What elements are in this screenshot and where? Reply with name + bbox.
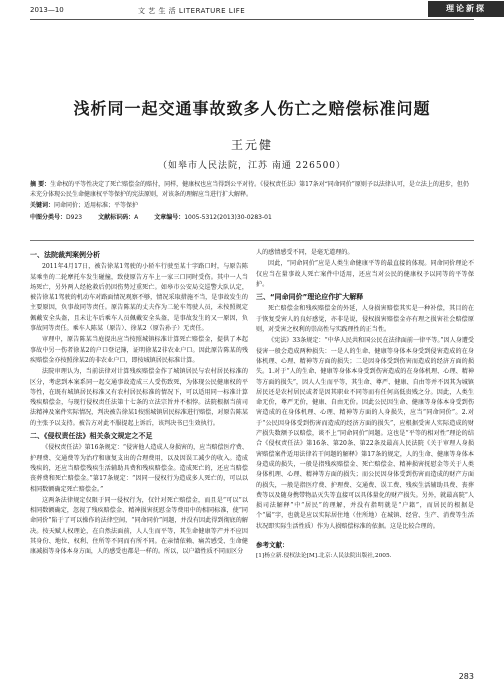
abstract-label: 摘 要： — [30, 181, 51, 188]
section-label: 理论新探 — [428, 1, 504, 17]
clc-code: 中图分类号：D923 — [30, 214, 83, 221]
issue-date: 2013—10 — [30, 6, 64, 14]
header-rule — [30, 19, 474, 20]
journal-name: 文 艺 生 活 LITERATURE LIFE — [138, 7, 246, 15]
article-title: 浅析同一起交通事故致多人伤亡之赔偿标准问题 — [73, 99, 431, 118]
paragraph: 死亡赔偿金和残疾赔偿金的外延，人身损害赔偿其实是一种补偿，其目的在于恢复受害人的良好感觉，亦非是说，侵权损害赔偿金亦有理之损害社会赔偿原则，对受害之权利的崇高性与实践理性的正当性。 — [256, 305, 474, 334]
paragraph: 人的感情感受不同，是毫无道理的。 — [256, 249, 354, 256]
keywords — [30, 201, 474, 211]
section-heading-3: 三、“同命同价”理论应作扩大解释 — [256, 293, 364, 302]
right-column — [256, 248, 474, 561]
paragraph: 审理中，原告陈某当庭提出应当按照城镇标准计算死亡赔偿金，提供了本起事故中另一伤者徐某2的户口登记簿，证明徐某2非农业户口。因此原告陈某的残疾赔偿金亦按照徐某2的非农业户口，即按城镇居民标准计算。 — [30, 336, 248, 364]
keywords-label: 关键词： — [30, 202, 55, 209]
section-heading-2: 二、《侵权责任法》相关条文规定之不足 — [30, 432, 153, 441]
reference-item: [1]杨立新.侵权法论[M].北京:人民法院出版社,2005. — [256, 553, 392, 560]
running-head — [0, 0, 504, 20]
keywords-text: 同命同价；适用标准；平等保护 — [54, 202, 139, 209]
left-column — [30, 248, 248, 559]
abstract-rule — [30, 240, 474, 241]
paragraph: 法院审理认为，当前法律对计算残疾赔偿金作了城镇居民与农村居民标准的区分，考虑到本案系同一起交通事故造成三人受伤致死，为体现公民健康权的平等性，在既有城镇居民标准又有农村居民标准的情况下，可以适用同一标准计算残疾赔偿金，与现行侵权责任法第十七条的立法宗旨并不相悖。法院根据当前司法精神及案件实际情况，判决被告徐某1按照城镇居民标准进行赔偿，对原告陈某的主张予以支持。被告方对此不服提起上诉后，该判决书已生效执行。 — [30, 368, 248, 427]
section-heading-1: 一、法院裁判案例分析 — [30, 251, 100, 259]
abstract-block — [30, 180, 474, 223]
paragraph: 《宪法》33条规定：“中华人民共和国公民在法律面前一律平等。”因人身遭受侵害一般会造成两种损失：一是人的生命、健康等身体本身受到侵害造成的在身体机理、心理、精神等方面的损失；二是因身体受到伤害而造成的经济方面的损失。1.对于“人的生命、健康等身体本身受到伤害造成的在身体机理、心理、精神等方面的损失”，因人人生而平等，其生命、尊严、健康、自由等并不因其为城镇居民还是农村居民或者是因其职业不同等而有任何高低贵贱之分。因此，人类生命无价，尊严无价，健康、自由无价。因此公民因生命、健康等身体本身受到伤害造成的在身体机理、心理、精神等方面的人身损失，应当“同命同价”。2.对于“公民因身体受到伤害而造成的经济方面的损失”，应根据受害人实际造成的财产损失数额予以赔偿，谈不上“同命同价”问题。这也是“平等的相对性”理论的结合《侵权责任法》第16条、第20条、第22条及最高人民法院《关于审理人身损害赔偿案件适用法律若干问题的解释》第17条的规定，人的生命、健康等身体本身造成的损失，一般是指残疾赔偿金、死亡赔偿金、精神损害抚慰金等关于人类身体机理、心理、精神等方面的损失；而公民因身体受到伤害而造成的财产方面的损失，一般是指医疗费、护理费、交通费、误工费、残疾生活辅助具费、丧葬费等以及随身携带物品灭失等直接可以具体量化的财产损失。另外，就最高院“人损司法解释”中“居民”的理解，并没有指明就是“户籍”，而居民的根据是个“属”字，也就是应以实际居住地（住所地）在城镇、经营、生产、消费等生活状况即实际生活性质）作为人损赔偿标准的依据。这是比较合理的。 — [256, 337, 474, 530]
classification-line — [30, 213, 474, 223]
paragraph: 《侵权责任法》第16条规定：“侵害他人造成人身损害的，应当赔偿医疗费、护理费、交通费等为治疗和康复支出的合理费用，以及因误工减少的收入。造成残疾的，还应当赔偿残疾生活辅助具费和残疾赔偿金。造成死亡的，还应当赔偿丧葬费和死亡赔偿金。”第17条规定：“因同一侵权行为造成多人死亡的，可以以相同数额确定死亡赔偿金。” — [30, 444, 248, 493]
page-number: 283 — [458, 672, 474, 681]
abstract-text: 生命权的平等性决定了死亡赔偿金的赔付，同样，健康权也应当得到公平对待。《侵权责任法》第17条对“同命同价”原则予以法律认可，是立法上的进步，但仍未充分体现公民生命健康权平等保护的宪法原则，对该条的理解应当进行扩大解释。 — [30, 181, 469, 198]
references-heading: 参考文献： — [256, 541, 289, 550]
author-name: 王元健 — [230, 138, 273, 152]
article-id: 文章编号：1005-5312(2013)30-0283-01 — [154, 214, 272, 221]
paragraph: 这两条法律规定仅限于同一侵权行为，仅针对死亡赔偿金，而且是“可以”以相同数额确定，忽视了残疾赔偿金、精神损害抚慰金等费用中的相同标准，使“同命同价”陷于了可以操作的法律空间，“同命同价”问题，并没有因此得到彻底的解决。按天赋人权理论，在自然法面前，人人生而平等，其生命健康等产并不应因其身份、地位、权利、住所等不同而有所不同。在亲情依赖、痛苦感受、生命健康减损等身体本身方面，人的感受也都是一样的。所以，以户籍性质不同而区分 — [30, 496, 248, 556]
author-affiliation: （如皋市人民法院，江苏 南通 226500） — [157, 161, 347, 171]
document-code: 文献标识码：A — [98, 214, 139, 221]
abstract — [30, 180, 474, 200]
paragraph: 因此，“同命同价”应是人类生命健康平等的最直接的体现。同命同价理论不仅应当在量事故人死亡案件中适用，还应当对公民的健康权予以同等的平等保护。 — [256, 260, 474, 288]
paragraph: 2011年4月17日，被告徐某1驾驶的小轿车行驶至某十字路口时，与原告陈某乘坐的二轮摩托车发生碰撞，致使原告方车上一家三口同时受伤。其中一人当场死亡，另外两人经抢救后仍因伤势过重死亡。如皋市公安局交巡警大队认定，被告徐某1驾驶的机动车对路面情况观察不够，情况采取措施不当，是事故发生的主要原因，负事故同等责任。原告陈某的丈夫作为二轮车驾驶人员，未按照规定佩戴安全头盔，且未让车后乘车人员佩戴安全头盔，是事故发生的又一原因，负事故同等责任。乘车人陈某（原告）、徐某2（原告孙子）无责任。 — [30, 263, 248, 333]
